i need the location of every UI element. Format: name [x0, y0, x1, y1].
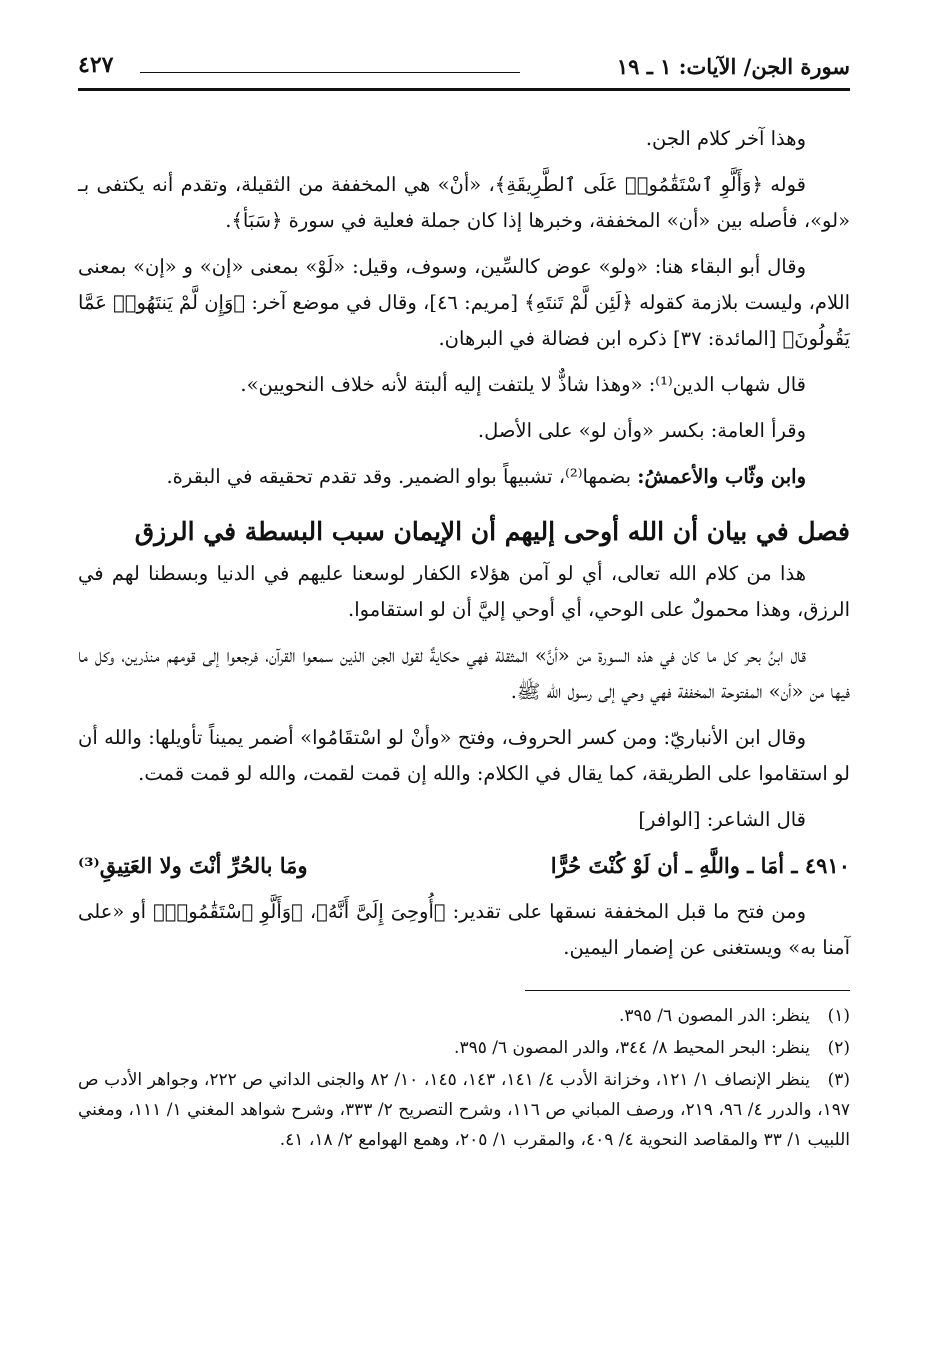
footnote-2	[78, 1033, 850, 1063]
paragraph-6-readers: وابن وثّاب والأعمشُ:	[637, 465, 806, 488]
paragraph-1: وهذا آخر كلام الجن.	[645, 127, 806, 150]
book-page	[78, 48, 850, 1348]
footnote-1-text: ينظر: الدر المصون ٦/ ٣٩٥.	[619, 1006, 810, 1026]
paragraph-10: قال الشاعر: [الوافر]	[638, 808, 806, 831]
running-header	[78, 48, 850, 91]
paragraph-4: قال شهاب الدين⁽¹⁾: «وهذا شاذٌّ لا يلتفت إليه ألبتة لأنه خلاف النحويين».	[240, 373, 806, 396]
header-rule	[140, 72, 520, 73]
paragraph-7: هذا من كلام الله تعالى، أي لو آمن هؤلاء الكفار لوسعنا عليهم في الدنيا وبسطنا لهم في الرزق، وهذا محمولٌ على الوحي، أي أوحي إليَّ أن لو استقاموا.	[78, 562, 850, 621]
poetry-verse	[78, 848, 850, 884]
footnotes	[78, 1001, 850, 1155]
verse-second-hemistich: ومَا بالحُرِّ أنْتَ ولا العَتِيقِ⁽³⁾	[78, 853, 308, 878]
footnote-3	[78, 1065, 850, 1155]
paragraph-2: قوله ﴿وَأَلَّوِ ٱسْتَقَٰمُوا۟ عَلَى ٱلطَّرِيقَةِ﴾، «أنْ» هي المخففة من الثقيلة، وتقدم أنه يكتفى بـ «لو»، فأصله بين «أن» المخففة، وخبرها إذا كان جملة فعلية في سورة ﴿سَبَأ﴾.	[78, 173, 850, 232]
footnote-3-text: ينظر الإنصاف ١/ ١٢١، وخزانة الأدب ٤/ ١٤١، ١٤٣، ١٤٥، ١٠/ ٨٢ والجنى الداني ص ٢٢٢، وجواهر الأدب ص ١٩٧، والدرر ٤/ ٩٦، ٢١٩، ورصف المباني ص ١١٦، وشرح التصريح ٢/ ٣٣٣، وشرح شواهد المغني ١/ ١١١، ومغني اللبيب ١/ ٣٣ والمقاصد النحوية ٤/ ٤٠٩، والمقرب ١/ ٢٠٥، وهمع الهوامع ٢/ ١٨، ٤١.	[78, 1070, 851, 1150]
footnote-1	[78, 1001, 850, 1031]
footnote-separator	[525, 990, 850, 991]
paragraph-5: وقرأ العامة: بكسر «وأن لو» على الأصل.	[477, 419, 806, 442]
paragraph-6	[78, 459, 850, 495]
paragraph-6-text: بضمها⁽²⁾، تشبيهاً بواو الضمير. وقد تقدم تحقيقه في البقرة.	[166, 465, 632, 488]
paragraph-11: ومن فتح ما قبل المخففة نسقها على تقدير: ﴿أُوحِىَ إِلَىَّ أَنَّهُ﴾، ﴿وَأَلَّوِ ٱسْتَقَٰمُوا۟﴾ أو «على آمنا به» ويستغنى عن إضمار اليمين.	[78, 900, 850, 959]
section-heading: فصل في بيان أن الله أوحى إليهم أن الإيمان سبب البسطة في الرزق	[134, 517, 850, 546]
footnote-2-mark: (٢)	[827, 1038, 850, 1058]
paragraph-8: قال ابنُ بحر كل ما كان في هذه السورة من «أنَّ» المثقلة فهي حكايةٌ لقول الجن الذين سمعوا القرآن، فرجعوا إلى قومهم منذرين، وكل ما فيها من «أن» المفتوحة المخففة فهي وحي إلى رسول الله ﷺ.	[78, 644, 850, 703]
paragraph-3: وقال أبو البقاء هنا: «ولو» عوض كالسِّين، وسوف، وقيل: «لَوْ» بمعنى «إن» و «إن» بمعنى اللام، وليست بلازمة كقوله ﴿لَئِن لَّمْ تَنتَهِ﴾ [مريم: ٤٦]، وقال في موضع آخر: ﴿وَإِن لَّمْ يَنتَهُوا۟ عَمَّا يَقُولُونَ﴾ [المائدة: ٣٧] ذكره ابن فضالة في البرهان.	[78, 255, 850, 350]
main-text	[78, 91, 850, 966]
verse-first-hemistich: ٤٩١٠ ـ أمَا ـ واللَّهِ ـ أن لَوْ كُنْتَ حُرًّا	[550, 853, 850, 878]
footnote-2-text: ينظر: البحر المحيط ٨/ ٣٤٤، والدر المصون ٦/ ٣٩٥.	[454, 1038, 810, 1058]
paragraph-9: وقال ابن الأنباريّ: ومن كسر الحروف، وفتح «وأنْ لو اسْتقَامُوا» أضمر يميناً تأويلها: والله أن لو استقاموا على الطريقة، كما يقال في الكلام: والله إن قمت لقمت، والله لو قمت قمت.	[78, 726, 850, 785]
footnote-1-mark: (١)	[827, 1006, 850, 1026]
page-number: ٤٢٧	[78, 52, 114, 78]
footnote-3-mark: (٣)	[827, 1070, 851, 1090]
header-title: سورة الجن/ الآيات: ١ ـ ١٩	[616, 54, 850, 79]
